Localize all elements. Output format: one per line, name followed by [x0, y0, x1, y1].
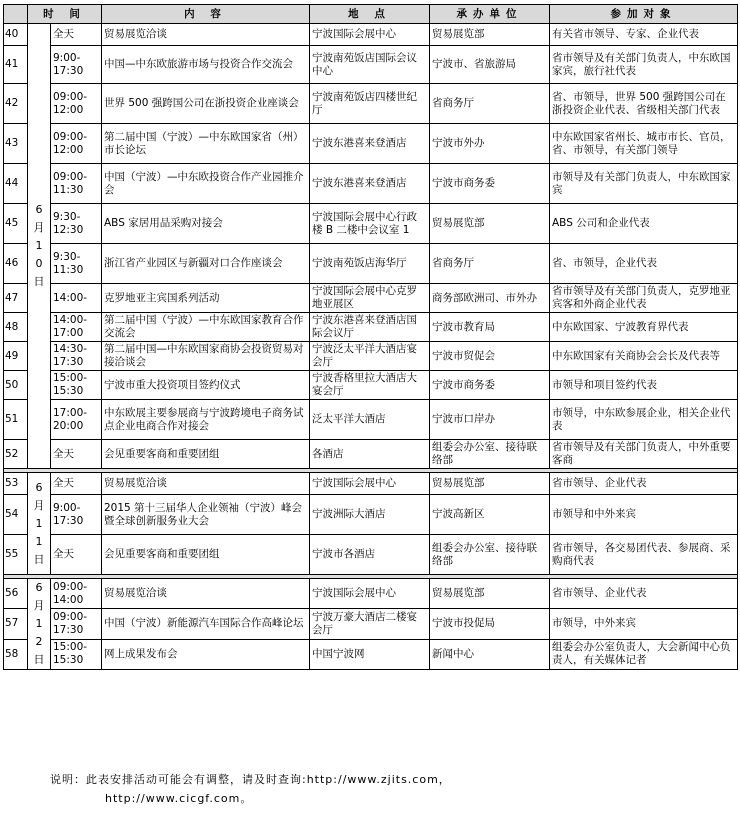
time-cell: 09:00-12:00 [51, 84, 102, 124]
location-cell: 泛太平洋大酒店 [310, 400, 430, 440]
row-number: 48 [4, 313, 28, 342]
participants-cell: 省市领导，各交易团代表、参展商、采购商代表 [550, 535, 738, 575]
date-label: 6月10日 [33, 203, 45, 288]
location-cell: 宁波南苑饭店四楼世纪厅 [310, 84, 430, 124]
content-cell: 中国（宁波）新能源汽车国际合作高峰论坛 [102, 609, 310, 639]
location-cell: 宁波洲际大酒店 [310, 495, 430, 535]
date-label: 6月12日 [33, 581, 45, 666]
schedule-body [4, 24, 738, 670]
time-cell: 15:00-15:30 [51, 639, 102, 669]
organizer-cell: 宁波高新区 [430, 495, 550, 535]
organizer-cell: 商务部欧洲司、市外办 [430, 284, 550, 313]
date-cell [28, 473, 51, 575]
content-cell: 第二届中国（宁波）—中东欧国家教育合作交流会 [102, 313, 310, 342]
time-cell: 14:00-17:00 [51, 313, 102, 342]
row-number: 53 [4, 473, 28, 495]
table-row [4, 535, 738, 575]
organizer-cell: 组委会办公室、接待联络部 [430, 440, 550, 469]
location-cell: 宁波南苑饭店国际会议中心 [310, 46, 430, 84]
time-cell: 14:00- [51, 284, 102, 313]
header-no [4, 5, 28, 24]
content-cell: 世界 500 强跨国公司在浙投资企业座谈会 [102, 84, 310, 124]
table-row [4, 579, 738, 609]
time-cell: 09:00-17:30 [51, 609, 102, 639]
table-row [4, 24, 738, 46]
row-number: 42 [4, 84, 28, 124]
participants-cell: 有关省市领导、专家、企业代表 [550, 24, 738, 46]
content-cell: 贸易展览洽谈 [102, 473, 310, 495]
participants-cell: 省、市领导，企业代表 [550, 244, 738, 284]
row-number: 51 [4, 400, 28, 440]
time-cell: 9:00-17:30 [51, 495, 102, 535]
time-cell: 全天 [51, 440, 102, 469]
table-row [4, 440, 738, 469]
content-cell: 克罗地亚主宾国系列活动 [102, 284, 310, 313]
content-cell: 2015 第十三届华人企业领袖（宁波）峰会暨全球创新服务业大会 [102, 495, 310, 535]
location-cell: 宁波南苑饭店海华厅 [310, 244, 430, 284]
content-cell: 中国（宁波）—中东欧投资合作产业园推介会 [102, 164, 310, 204]
header-organizer: 承办单位 [430, 5, 550, 24]
content-cell: ABS 家居用品采购对接会 [102, 204, 310, 244]
participants-cell: 组委会办公室负责人，大会新闻中心负责人，有关媒体记者 [550, 639, 738, 669]
location-cell: 宁波国际会展中心 [310, 473, 430, 495]
participants-cell: 省市领导及有关部门负责人，克罗地亚宾客和外商企业代表 [550, 284, 738, 313]
location-cell: 宁波万豪大酒店二楼宴会厅 [310, 609, 430, 639]
schedule-table [3, 4, 738, 670]
time-cell: 全天 [51, 535, 102, 575]
time-cell: 17:00-20:00 [51, 400, 102, 440]
table-row [4, 284, 738, 313]
row-number: 55 [4, 535, 28, 575]
content-cell: 网上成果发布会 [102, 639, 310, 669]
participants-cell: 市领导，中外来宾 [550, 609, 738, 639]
time-cell: 09:00-11:30 [51, 164, 102, 204]
time-cell: 9:00-17:30 [51, 46, 102, 84]
table-row [4, 244, 738, 284]
time-cell: 全天 [51, 24, 102, 46]
row-number: 56 [4, 579, 28, 609]
row-number: 44 [4, 164, 28, 204]
organizer-cell: 宁波市贸促会 [430, 342, 550, 371]
content-cell: 中国—中东欧旅游市场与投资合作交流会 [102, 46, 310, 84]
location-cell: 宁波国际会展中心 [310, 24, 430, 46]
organizer-cell: 组委会办公室、接待联络部 [430, 535, 550, 575]
row-number: 54 [4, 495, 28, 535]
footnote-line-2: http://www.cicgf.com。 [105, 792, 253, 805]
organizer-cell: 宁波市、省旅游局 [430, 46, 550, 84]
time-cell: 15:00-15:30 [51, 371, 102, 400]
location-cell: 宁波市各酒店 [310, 535, 430, 575]
content-cell: 贸易展览洽谈 [102, 24, 310, 46]
time-cell: 09:00-12:00 [51, 124, 102, 164]
table-row [4, 400, 738, 440]
table-row [4, 473, 738, 495]
organizer-cell: 宁波市投促局 [430, 609, 550, 639]
table-row [4, 371, 738, 400]
location-cell: 中国宁波网 [310, 639, 430, 669]
table-row [4, 124, 738, 164]
table-row [4, 609, 738, 639]
footnote-line-1: 说明：此表安排活动可能会有调整，请及时查询:http://www.zjits.com， [50, 773, 451, 786]
table-row [4, 84, 738, 124]
time-cell: 09:00-14:00 [51, 579, 102, 609]
organizer-cell: 宁波市外办 [430, 124, 550, 164]
organizer-cell: 省商务厅 [430, 244, 550, 284]
row-number: 47 [4, 284, 28, 313]
time-cell: 9:30-11:30 [51, 244, 102, 284]
organizer-cell: 宁波市教育局 [430, 313, 550, 342]
content-cell: 宁波市重大投资项目签约仪式 [102, 371, 310, 400]
organizer-cell: 宁波市商务委 [430, 371, 550, 400]
time-cell: 14:30-17:30 [51, 342, 102, 371]
participants-cell: 省市领导、企业代表 [550, 473, 738, 495]
participants-cell: 省、市领导，世界 500 强跨国公司在浙投资企业代表、省级相关部门代表 [550, 84, 738, 124]
row-number: 46 [4, 244, 28, 284]
participants-cell: 省市领导、企业代表 [550, 579, 738, 609]
participants-cell: 省市领导及有关部门负责人，中东欧国家宾，旅行社代表 [550, 46, 738, 84]
organizer-cell: 宁波市商务委 [430, 164, 550, 204]
location-cell: 各酒店 [310, 440, 430, 469]
date-cell [28, 579, 51, 670]
row-number: 52 [4, 440, 28, 469]
organizer-cell: 贸易展览部 [430, 24, 550, 46]
content-cell: 会见重要客商和重要团组 [102, 535, 310, 575]
participants-cell: 省市领导及有关部门负责人，中外重要客商 [550, 440, 738, 469]
table-header-row [4, 5, 738, 24]
table-row [4, 204, 738, 244]
row-number: 50 [4, 371, 28, 400]
location-cell: 宁波香格里拉大酒店大宴会厅 [310, 371, 430, 400]
content-cell: 第二届中国—中东欧国家商协会投资贸易对接洽谈会 [102, 342, 310, 371]
header-participants: 参加对象 [550, 5, 738, 24]
location-cell: 宁波东港喜来登酒店国际会议厅 [310, 313, 430, 342]
participants-cell: 市领导和项目签约代表 [550, 371, 738, 400]
row-number: 57 [4, 609, 28, 639]
content-cell: 会见重要客商和重要团组 [102, 440, 310, 469]
participants-cell: 中东欧国家有关商协会会长及代表等 [550, 342, 738, 371]
participants-cell: ABS 公司和企业代表 [550, 204, 738, 244]
location-cell: 宁波东港喜来登酒店 [310, 164, 430, 204]
organizer-cell: 贸易展览部 [430, 473, 550, 495]
row-number: 40 [4, 24, 28, 46]
time-cell: 全天 [51, 473, 102, 495]
date-label: 6月11日 [33, 480, 45, 566]
header-time: 时 间 [28, 5, 102, 24]
table-row [4, 46, 738, 84]
organizer-cell: 贸易展览部 [430, 204, 550, 244]
organizer-cell: 省商务厅 [430, 84, 550, 124]
table-row [4, 313, 738, 342]
content-cell: 中东欧展主要参展商与宁波跨境电子商务试点企业电商合作对接会 [102, 400, 310, 440]
header-content: 内 容 [102, 5, 310, 24]
participants-cell: 市领导，中东欧参展企业，相关企业代表 [550, 400, 738, 440]
participants-cell: 中东欧国家省州长、城市市长、官员，省、市领导，有关部门领导 [550, 124, 738, 164]
table-row [4, 342, 738, 371]
location-cell: 宁波东港喜来登酒店 [310, 124, 430, 164]
location-cell: 宁波国际会展中心 [310, 579, 430, 609]
location-cell: 宁波国际会展中心克罗地亚展区 [310, 284, 430, 313]
participants-cell: 市领导及有关部门负责人，中东欧国家宾 [550, 164, 738, 204]
row-number: 58 [4, 639, 28, 669]
row-number: 43 [4, 124, 28, 164]
participants-cell: 中东欧国家、宁波教育界代表 [550, 313, 738, 342]
row-number: 49 [4, 342, 28, 371]
table-row [4, 164, 738, 204]
row-number: 41 [4, 46, 28, 84]
table-row [4, 495, 738, 535]
table-row [4, 639, 738, 669]
date-cell [28, 24, 51, 469]
header-location: 地 点 [310, 5, 430, 24]
location-cell: 宁波国际会展中心行政楼 B 二楼中会议室 1 [310, 204, 430, 244]
content-cell: 第二届中国（宁波）—中东欧国家省（州）市长论坛 [102, 124, 310, 164]
location-cell: 宁波泛太平洋大酒店宴会厅 [310, 342, 430, 371]
organizer-cell: 新闻中心 [430, 639, 550, 669]
row-number: 45 [4, 204, 28, 244]
organizer-cell: 宁波市口岸办 [430, 400, 550, 440]
content-cell: 浙江省产业园区与新疆对口合作座谈会 [102, 244, 310, 284]
footnote [50, 770, 451, 808]
participants-cell: 市领导和中外来宾 [550, 495, 738, 535]
content-cell: 贸易展览洽谈 [102, 579, 310, 609]
time-cell: 9:30-12:30 [51, 204, 102, 244]
organizer-cell: 贸易展览部 [430, 579, 550, 609]
